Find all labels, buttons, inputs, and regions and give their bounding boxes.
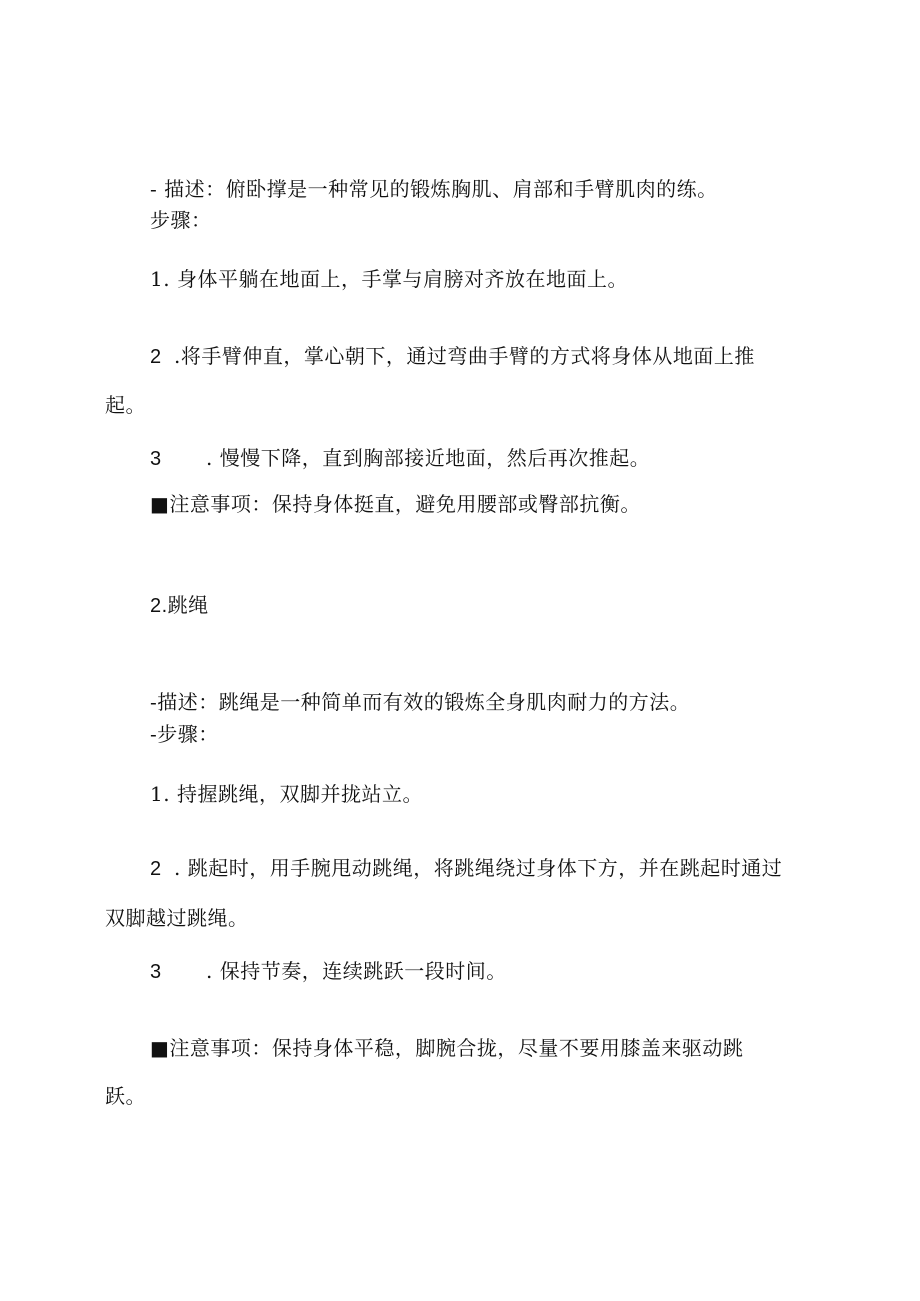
pushup-step-2-number: 2 [150, 346, 162, 368]
jumprope-step-2-text: . 跳起时，用手腕甩动跳绳，将跳绳绕过身体下方，并在跳起时通过 [174, 856, 783, 880]
pushup-step-2-continuation: 起。 [105, 393, 146, 417]
pushup-description: - 描述：俯卧撑是一种常见的锻炼胸肌、肩部和手臂肌肉的练。 [150, 177, 718, 201]
pushup-step-3 [150, 446, 650, 471]
pushup-note: ■注意事项：保持身体挺直，避免用腰部或臀部抗衡。 [150, 492, 641, 516]
jumprope-step-3-number: 3 [150, 961, 162, 983]
jumprope-step-2-continuation: 双脚越过跳绳。 [105, 906, 249, 930]
jumprope-step-2-number: 2 [150, 858, 162, 880]
jumprope-step-3-text: . 保持节奏，连续跳跃一段时间。 [206, 959, 507, 983]
jumprope-note-continuation: 跃。 [105, 1084, 146, 1108]
pushup-step-3-number: 3 [150, 448, 162, 470]
jumprope-step-1: 1. 持握跳绳，双脚并拢站立。 [150, 782, 423, 806]
jumprope-step-3 [150, 959, 507, 984]
pushup-steps-heading: 步骤： [150, 208, 212, 232]
jumprope-description: -描述：跳绳是一种简单而有效的锻炼全身肌肉耐力的方法。 [150, 690, 691, 714]
pushup-step-2-text: .将手臂伸直，掌心朝下，通过弯曲手臂的方式将身体从地面上推 [174, 344, 755, 368]
pushup-step-2 [150, 344, 755, 369]
jumprope-title: 2.跳绳 [150, 595, 209, 617]
jumprope-step-2 [150, 856, 782, 881]
jumprope-steps-heading: -步骤： [150, 722, 219, 746]
pushup-step-3-text: . 慢慢下降，直到胸部接近地面，然后再次推起。 [206, 446, 651, 470]
jumprope-note: ■注意事项：保持身体平稳，脚腕合拢，尽量不要用膝盖来驱动跳 [150, 1036, 744, 1060]
pushup-step-1: 1. 身体平躺在地面上，手掌与肩膀对齐放在地面上。 [150, 267, 628, 291]
